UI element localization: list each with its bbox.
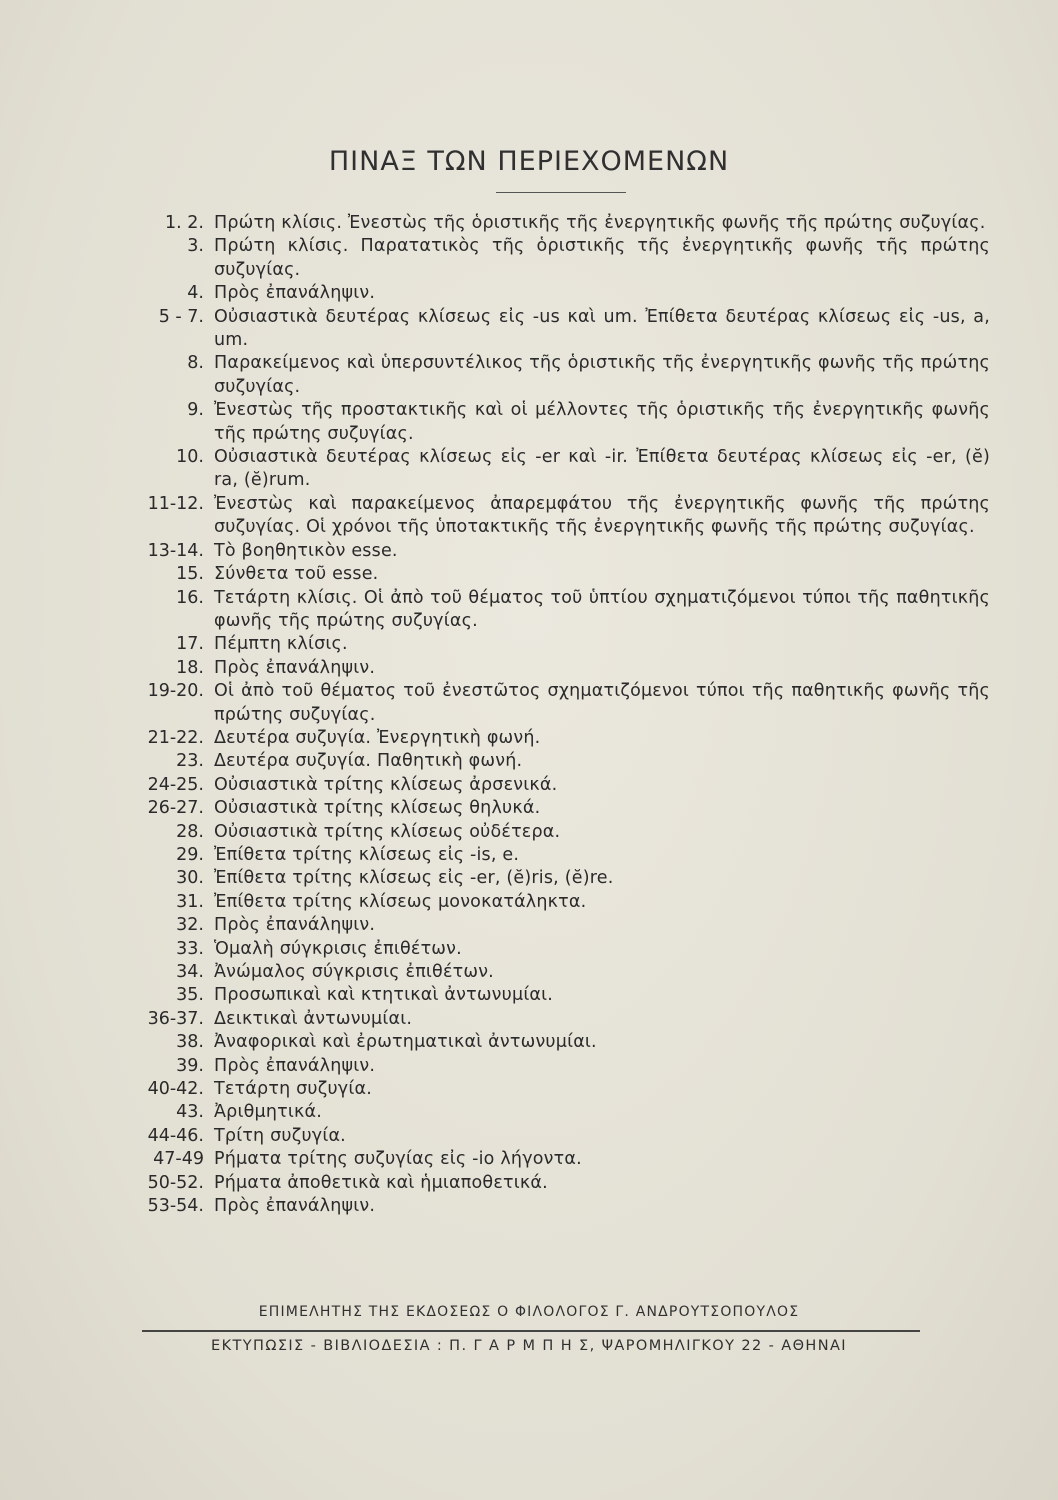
toc-entry: [130, 1195, 990, 1218]
toc-entry-number: 39.: [176, 1055, 204, 1076]
toc-entry-number: 21-22.: [147, 727, 204, 748]
toc-entry-text: Πρώτη κλίσις. Ἐνεστὼς τῆς ὁριστικῆς τῆς ἐνεργητικῆς φωνῆς τῆς πρώτης συζυγίας.: [214, 213, 986, 233]
toc-entry-text: Πρὸς ἐπανάληψιν.: [214, 283, 376, 304]
toc-entry-number: 43.: [176, 1102, 204, 1123]
toc-entry-number: 28.: [176, 821, 204, 842]
toc-entry-number: 17.: [176, 634, 204, 655]
toc-entry-text: Πρὸς ἐπανάληψιν.: [214, 657, 376, 678]
toc-entry-text: Πρώτη κλίσις. Παρατατικὸς τῆς ὁριστικῆς τῆς ἐνεργητικῆς φωνῆς τῆς πρώτης συζυγίας.: [214, 236, 990, 280]
toc-entry-number: 44-46.: [147, 1125, 204, 1146]
toc-entry-text: Ἐνεστὼς τῆς προστακτικῆς καὶ οἱ μέλλοντες τῆς ὁριστικῆς τῆς ἐνεργητικῆς φωνῆς τῆς πρώτης συζυγίας.: [214, 400, 990, 444]
toc-entry-number: 15.: [176, 564, 204, 585]
editor-credit: ΕΠΙΜΕΛΗΤΗΣ ΤΗΣ ΕΚΔΟΣΕΩΣ Ο ΦΙΛΟΛΟΓΟΣ Γ. ΑΝΔΡΟΥΤΣΟΠΟΥΛΟΣ: [258, 1304, 800, 1320]
page-title: ΠΙΝΑΞ ΤΩΝ ΠΕΡΙΕΧΟΜΕΝΩΝ: [328, 146, 730, 177]
table-of-contents: [130, 212, 990, 1218]
toc-entry-text: Δευτέρα συζυγία. Παθητικὴ φωνή.: [214, 751, 523, 772]
toc-entry-text: Οὐσιαστικὰ δευτέρας κλίσεως εἰς -er καὶ -ir. Ἐπίθετα δευτέρας κλίσεως εἰς -er, (ĕ) ra, (ĕ)rum.: [214, 447, 990, 491]
toc-entry-number: 1. 2.: [165, 213, 204, 233]
toc-entry-text: Ἐπίθετα τρίτης κλίσεως εἰς -is, e.: [214, 844, 520, 865]
toc-entry-text: Ἐπίθετα τρίτης κλίσεως εἰς -er, (ĕ)ris, (ĕ)re.: [214, 868, 614, 889]
toc-entry-number: 35.: [176, 985, 204, 1006]
toc-entry-number: 32.: [176, 915, 204, 936]
toc-entry-number: 53-54.: [147, 1196, 204, 1217]
toc-entry-text: Ἀριθμητικά.: [214, 1102, 323, 1123]
toc-entry-number: 29.: [176, 844, 204, 865]
toc-entry-text: Πρὸς ἐπανάληψιν.: [214, 1055, 376, 1076]
toc-entry-number: 50-52.: [147, 1172, 204, 1193]
toc-entry-number: 8.: [187, 353, 204, 374]
toc-entry: [130, 844, 990, 867]
toc-entry-number: 40-42.: [147, 1079, 204, 1100]
toc-entry-text: Ρήματα τρίτης συζυγίας εἰς -io λήγοντα.: [214, 1149, 582, 1170]
toc-entry: [130, 399, 990, 446]
toc-entry: [130, 306, 990, 353]
toc-entry-text: Οὐσιαστικὰ τρίτης κλίσεως ἀρσενικά.: [214, 774, 558, 795]
toc-entry-text: Ἐπίθετα τρίτης κλίσεως μονοκατάληκτα.: [214, 891, 587, 912]
toc-entry-number: 36-37.: [147, 1008, 204, 1029]
footer-divider: [142, 1330, 920, 1332]
toc-entry-text: Οὐσιαστικὰ τρίτης κλίσεως οὐδέτερα.: [214, 821, 561, 842]
toc-entry-number: 9.: [187, 400, 204, 421]
toc-entry-number: 18.: [176, 657, 204, 678]
toc-entry-text: Ἐνεστὼς καὶ παρακείμενος ἀπαρεμφάτου τῆς ἐνεργητικῆς φωνῆς τῆς πρώτης συζυγίας. Οἱ χρόνοι τῆς ὑποτακτικῆς τῆς ἐνεργητικῆς φωνῆς τῆς πρώτης συζυγίας.: [214, 493, 990, 538]
toc-entry-text: Ὁμαλὴ σύγκρισις ἐπιθέτων.: [214, 938, 462, 959]
toc-entry-text: Τρίτη συζυγία.: [214, 1125, 346, 1146]
toc-entry: [130, 984, 990, 1007]
toc-entry-number: 47-49: [153, 1149, 204, 1170]
toc-entry: [130, 212, 990, 235]
toc-entry: [130, 774, 990, 797]
toc-entry-text: Τετάρτη συζυγία.: [214, 1079, 372, 1100]
toc-entry: [130, 1125, 990, 1148]
toc-entry: [130, 657, 990, 680]
toc-entry-text: Πέμπτη κλίσις.: [214, 634, 348, 655]
toc-entry: [130, 961, 990, 984]
toc-entry-text: Προσωπικαὶ καὶ κτητικαὶ ἀντωνυμίαι.: [214, 985, 554, 1006]
toc-entry: [130, 914, 990, 937]
toc-entry: [130, 493, 990, 540]
toc-entry-text: Ρήματα ἀποθετικὰ καὶ ἡμιαποθετικά.: [214, 1172, 548, 1193]
toc-entry: [130, 1031, 990, 1054]
toc-entry-text: Τὸ βοηθητικὸν esse.: [214, 540, 398, 561]
toc-entry-text: Ἀναφορικαὶ καὶ ἐρωτηματικαὶ ἀντωνυμίαι.: [214, 1032, 597, 1053]
toc-entry: [130, 352, 990, 399]
title-divider: [496, 192, 626, 193]
toc-entry-text: Οὐσιαστικὰ δευτέρας κλίσεως εἰς -us καὶ um. Ἐπίθετα δευτέρας κλίσεως εἰς -us, a, um.: [214, 306, 990, 351]
toc-entry: [130, 282, 990, 305]
toc-entry-text: Δευτέρα συζυγία. Ἐνεργητικὴ φωνή.: [214, 727, 541, 748]
toc-entry: [130, 1172, 990, 1195]
toc-entry-number: 24-25.: [147, 774, 204, 795]
toc-entry-number: 26-27.: [147, 798, 204, 819]
toc-entry: [130, 1078, 990, 1101]
toc-entry: [130, 750, 990, 773]
toc-entry-number: 10.: [176, 447, 204, 468]
toc-entry: [130, 938, 990, 961]
toc-entry: [130, 540, 990, 563]
toc-entry-number: 23.: [176, 751, 204, 772]
toc-entry-number: 3.: [187, 236, 204, 257]
toc-entry: [130, 446, 990, 493]
toc-entry-text: Οἱ ἀπὸ τοῦ θέματος τοῦ ἐνεστῶτος σχηματιζόμενοι τύποι τῆς παθητικῆς φωνῆς τῆς πρώτης συζυγίας.: [214, 681, 990, 725]
toc-entry-number: 4.: [187, 283, 204, 304]
toc-entry-text: Οὐσιαστικὰ τρίτης κλίσεως θηλυκά.: [214, 798, 541, 819]
toc-entry: [130, 587, 990, 634]
toc-entry-number: 38.: [176, 1032, 204, 1053]
toc-entry-number: 5 - 7.: [158, 306, 204, 327]
toc-entry-number: 16.: [176, 587, 204, 608]
toc-entry: [130, 563, 990, 586]
toc-entry-text: Πρὸς ἐπανάληψιν.: [214, 1196, 376, 1217]
toc-entry: [130, 1148, 990, 1171]
toc-entry-number: 34.: [176, 962, 204, 982]
toc-entry: [130, 821, 990, 844]
toc-entry: [130, 1101, 990, 1124]
toc-entry-text: Παρακείμενος καὶ ὑπερσυντέλικος τῆς ὁριστικῆς τῆς ἐνεργητικῆς φωνῆς τῆς πρώτης συζυγίας.: [214, 353, 990, 397]
toc-entry-number: 30.: [176, 868, 204, 889]
toc-entry: [130, 680, 990, 727]
toc-entry-number: 13-14.: [147, 540, 204, 561]
toc-entry-text: Δεικτικαὶ ἀντωνυμίαι.: [214, 1008, 413, 1029]
toc-entry: [130, 1055, 990, 1078]
toc-entry: [130, 1008, 990, 1031]
toc-entry-number: 19-20.: [147, 681, 204, 702]
toc-entry-text: Τετάρτη κλίσις. Οἱ ἀπὸ τοῦ θέματος τοῦ ὑπτίου σχηματιζόμενοι τύποι τῆς παθητικῆς φωνῆς τῆς πρώτης συζυγίας.: [214, 587, 990, 631]
toc-entry-number: 33.: [176, 938, 204, 959]
toc-entry: [130, 633, 990, 656]
toc-entry-text: Σύνθετα τοῦ esse.: [214, 564, 379, 585]
toc-entry: [130, 235, 990, 282]
toc-entry-number: 11-12.: [147, 493, 204, 514]
toc-entry: [130, 727, 990, 750]
toc-entry-text: Πρὸς ἐπανάληψιν.: [214, 915, 376, 936]
toc-entry: [130, 891, 990, 914]
toc-entry: [130, 797, 990, 820]
toc-entry-text: Ἀνώμαλος σύγκρισις ἐπιθέτων.: [214, 962, 494, 982]
toc-entry: [130, 867, 990, 890]
printer-credit: ΕΚΤΥΠΩΣΙΣ - ΒΙΒΛΙΟΔΕΣΙΑ : Π. Γ Α Ρ Μ Π Η Σ, ΨΑΡΟΜΗΛΙΓΚΟΥ 22 - ΑΘΗΝΑΙ: [211, 1338, 847, 1354]
toc-entry-number: 31.: [176, 891, 204, 912]
